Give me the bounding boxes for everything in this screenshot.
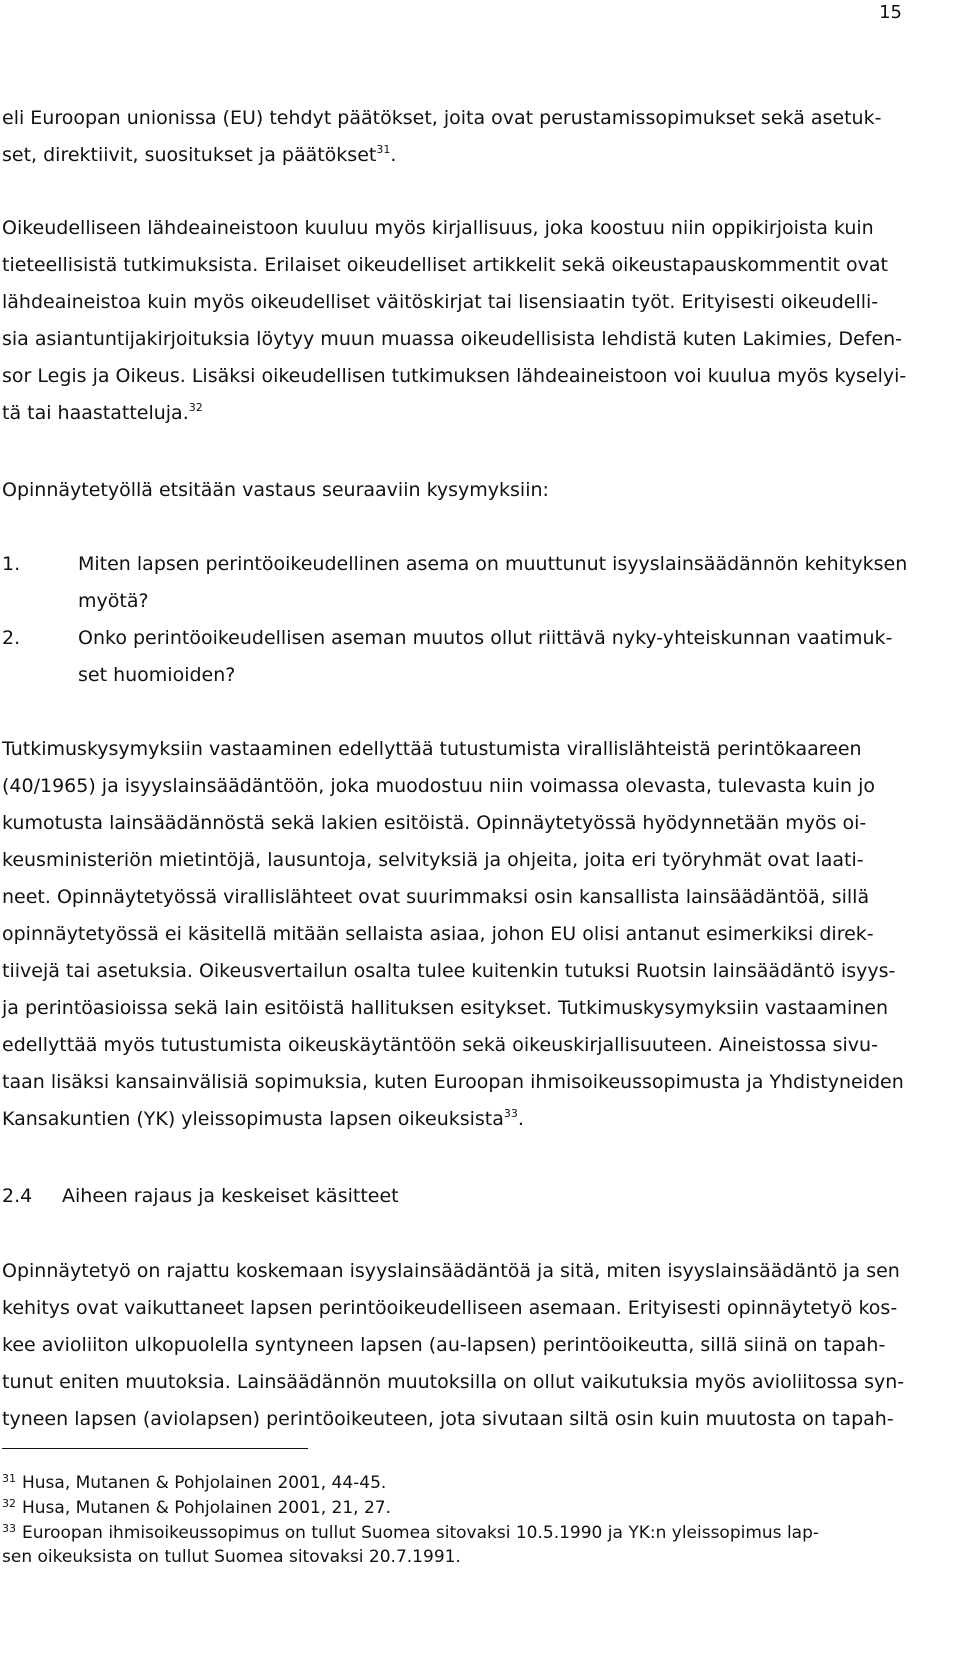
footnote-ref-33: 33 bbox=[503, 1107, 518, 1120]
footnote-ref-32: 32 bbox=[188, 401, 203, 414]
section-heading-title: Aiheen rajaus ja keskeiset käsitteet bbox=[62, 1185, 399, 1207]
footnote-rule bbox=[2, 1448, 308, 1449]
paragraph-2-line-5: sor Legis ja Oikeus. Lisäksi oikeudellisen tutkimuksen lähdeaineistoon voi kuulua myös kyselyi- bbox=[2, 365, 907, 387]
question-1-line-2: myötä? bbox=[78, 590, 149, 612]
paragraph-2-line-6-text: tä tai haastatteluja. bbox=[2, 402, 189, 424]
footnote-31-number: 31 bbox=[2, 1472, 16, 1485]
page-number: 15 bbox=[879, 2, 902, 23]
question-2-line-1: Onko perintöoikeudellisen aseman muutos ollut riittävä nyky-yhteiskunnan vaatimuk- bbox=[78, 627, 893, 649]
paragraph-1-line-1: eli Euroopan unionissa (EU) tehdyt päätökset, joita ovat perustamissopimukset sekä asetuk- bbox=[2, 107, 882, 129]
paragraph-3-line-9: edellyttää myös tutustumista oikeuskäytäntöön sekä oikeuskirjallisuuteen. Aineistossa sivu- bbox=[2, 1034, 878, 1056]
question-2-line-2: set huomioiden? bbox=[78, 664, 236, 686]
footnote-33-text: Euroopan ihmisoikeussopimus on tullut Suomea sitovaksi 10.5.1990 ja YK:n yleissopimus lap- bbox=[22, 1523, 820, 1543]
footnote-33-number: 33 bbox=[2, 1522, 16, 1535]
paragraph-3-line-1: Tutkimuskysymyksiin vastaaminen edellyttää tutustumista virallislähteistä perintökaareen bbox=[2, 738, 862, 760]
paragraph-2-line-4: sia asiantuntijakirjoituksia löytyy muun muassa oikeudellisista lehdistä kuten Lakimies, Defen- bbox=[2, 328, 903, 350]
footnote-33-continuation: sen oikeuksista on tullut Suomea sitovaksi 20.7.1991. bbox=[2, 1547, 461, 1567]
paragraph-2-line-2: tieteellisistä tutkimuksista. Erilaiset oikeudelliset artikkelit sekä oikeustapauskommentit ovat bbox=[2, 254, 888, 276]
paragraph-4-line-1: Opinnäytetyö on rajattu koskemaan isyyslainsäädäntöä ja sitä, miten isyyslainsäädäntö ja sen bbox=[2, 1260, 900, 1282]
paragraph-4-line-2: kehitys ovat vaikuttaneet lapsen perintöoikeudelliseen asemaan. Erityisesti opinnäytetyö kos- bbox=[2, 1297, 898, 1319]
paragraph-3-line-7: tiivejä tai asetuksia. Oikeusvertailun osalta tulee kuitenkin tutuksi Ruotsin lainsäädäntö isyys- bbox=[2, 960, 896, 982]
paragraph-3-line-6: opinnäytetyössä ei käsitellä mitään sellaista asiaa, johon EU olisi antanut esimerkiksi direk- bbox=[2, 923, 874, 945]
footnote-32-number: 32 bbox=[2, 1497, 16, 1510]
paragraph-3-line-2: (40/1965) ja isyyslainsäädäntöön, joka muodostuu niin voimassa olevasta, tulevasta kuin jo bbox=[2, 775, 876, 797]
footnote-32 bbox=[2, 1497, 391, 1519]
paragraph-3-line-11 bbox=[2, 1107, 524, 1131]
paragraph-3-line-3: kumotusta lainsäädännöstä sekä lakien esitöistä. Opinnäytetyössä hyödynnetään myös oi- bbox=[2, 812, 867, 834]
paragraph-1-line-2 bbox=[2, 143, 396, 167]
footnote-31 bbox=[2, 1472, 386, 1494]
footnote-31-text: Husa, Mutanen & Pohjolainen 2001, 44-45. bbox=[22, 1473, 387, 1493]
paragraph-3-line-5: neet. Opinnäytetyössä virallislähteet ovat suurimmaksi osin kansallista lainsäädäntöä, sillä bbox=[2, 886, 870, 908]
paragraph-2-line-6 bbox=[2, 401, 203, 425]
question-2-number: 2. bbox=[2, 627, 21, 649]
paragraph-3-tail: . bbox=[517, 1108, 524, 1130]
paragraph-3-line-4: keusministeriön mietintöjä, lausuntoja, selvityksiä ja ohjeita, joita eri työryhmät ovat laati- bbox=[2, 849, 864, 871]
paragraph-1-tail: . bbox=[390, 144, 397, 166]
paragraph-4-line-5: tyneen lapsen (aviolapsen) perintöoikeuteen, jota sivutaan siltä osin kuin muutosta on tapah- bbox=[2, 1408, 894, 1430]
paragraph-3-line-11-text: Kansakuntien (YK) yleissopimusta lapsen oikeuksista bbox=[2, 1108, 504, 1130]
footnote-33 bbox=[2, 1522, 819, 1544]
footnote-ref-31: 31 bbox=[376, 143, 391, 156]
questions-intro: Opinnäytetyöllä etsitään vastaus seuraaviin kysymyksiin: bbox=[2, 479, 549, 501]
paragraph-1-line-2-text: set, direktiivit, suositukset ja päätökset bbox=[2, 144, 377, 166]
question-1-number: 1. bbox=[2, 553, 21, 575]
footnote-32-text: Husa, Mutanen & Pohjolainen 2001, 21, 27. bbox=[22, 1498, 392, 1518]
paragraph-4-line-3: kee avioliiton ulkopuolella syntyneen lapsen (au-lapsen) perintöoikeutta, sillä siinä on tapah- bbox=[2, 1334, 886, 1356]
paragraph-4-line-4: tunut eniten muutoksia. Lainsäädännön muutoksilla on ollut vaikutuksia myös avioliitossa syn- bbox=[2, 1371, 905, 1393]
question-1-line-1: Miten lapsen perintöoikeudellinen asema on muuttunut isyyslainsäädännön kehityksen bbox=[78, 553, 908, 575]
paragraph-2-line-3: lähdeaineistoa kuin myös oikeudelliset väitöskirjat tai lisensiaatin työt. Erityisesti oikeudelli- bbox=[2, 291, 879, 313]
paragraph-3-line-10: taan lisäksi kansainvälisiä sopimuksia, kuten Euroopan ihmisoikeussopimusta ja Yhdistyneiden bbox=[2, 1071, 904, 1093]
section-heading-number: 2.4 bbox=[2, 1185, 33, 1207]
paragraph-2-line-1: Oikeudelliseen lähdeaineistoon kuuluu myös kirjallisuus, joka koostuu niin oppikirjoista kuin bbox=[2, 217, 874, 239]
paragraph-3-line-8: ja perintöasioissa sekä lain esitöistä hallituksen esitykset. Tutkimuskysymyksiin vastaaminen bbox=[2, 997, 888, 1019]
